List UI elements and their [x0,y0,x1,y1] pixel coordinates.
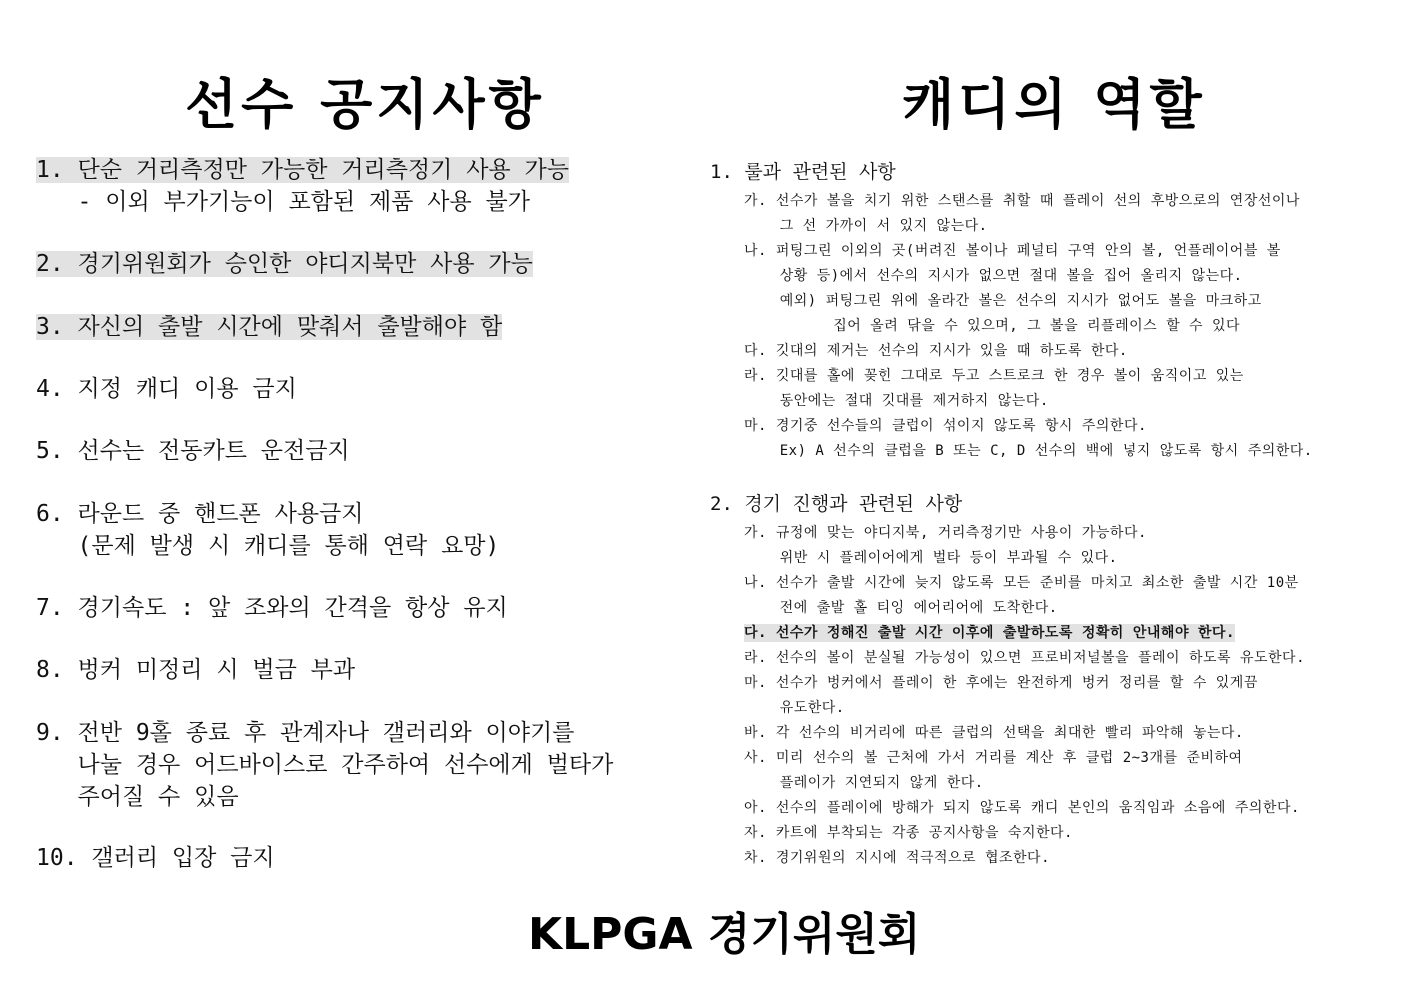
right-title: 캐디의 역할 [902,73,1206,136]
footer-organization: KLPGA 경기위원회 [528,909,921,960]
notice-line: 10. 갤러리 입장 금지 [36,845,275,871]
role-line: 나. 선수가 출발 시간에 늦지 않도록 모든 준비를 마치고 최소한 출발 시간 10분 [744,575,1299,591]
role-line: 마. 경기중 선수들의 클럽이 섞이지 않도록 항시 주의한다. [744,418,1147,434]
notice-line: 4. 지정 캐디 이용 금지 [36,376,297,402]
role-line: 동안에는 절대 깃대를 제거하지 않는다. [744,393,1049,409]
role-line: 유도한다. [744,700,845,716]
notice-subline: 주어질 수 있음 [36,784,239,810]
role-line: 전에 출발 홀 티잉 에어리어에 도착한다. [744,600,1058,616]
role-line: 라. 깃대를 홀에 꽂힌 그대로 두고 스트로크 한 경우 볼이 움직이고 있는 [744,368,1244,384]
notice-line: 3. 자신의 출발 시간에 맞춰서 출발해야 함 [36,314,503,340]
notice-item [36,498,499,562]
role-line: 예외) 퍼팅그린 위에 올라간 볼은 선수의 지시가 없어도 볼을 마크하고 [744,293,1262,309]
notice-line: 8. 벙커 미정리 시 벌금 부과 [36,657,356,683]
notice-line: 6. 라운드 중 핸드폰 사용금지 [36,501,364,527]
role-line: 가. 규정에 맞는 야디지북, 거리측정기만 사용이 가능하다. [744,525,1147,541]
notice-item [36,435,350,467]
notice-line: 2. 경기위원회가 승인한 야디지북만 사용 가능 [36,251,533,277]
notice-subline: - 이외 부가기능이 포함된 제품 사용 불가 [36,189,530,215]
role-line: 상황 등)에서 선수의 지시가 없으면 절대 볼을 집어 올리지 않는다. [744,268,1243,284]
role-line-highlighted: 다. 선수가 정해진 출발 시간 이후에 출발하도록 정확히 안내해야 한다. [744,625,1235,641]
role-line: 위반 시 플레이어에게 벌타 등이 부과될 수 있다. [744,550,1118,566]
notice-item [36,373,297,405]
notice-subline: 나눌 경우 어드바이스로 간주하여 선수에게 벌타가 [36,752,614,778]
notice-item [36,842,275,874]
role-line: 집어 올려 닦을 수 있으며, 그 볼을 리플레이스 할 수 있다 [744,318,1241,334]
notice-item [36,154,569,218]
role-line: 자. 카트에 부착되는 각종 공지사항을 숙지한다. [744,825,1073,841]
notice-item [36,311,502,343]
role-line: Ex) A 선수의 클럽을 B 또는 C, D 선수의 백에 넣지 않도록 항시 주의한다. [744,443,1313,459]
notice-line: 1. 단순 거리측정만 가능한 거리측정기 사용 가능 [36,157,569,183]
role-line: 아. 선수의 플레이에 방해가 되지 않도록 캐디 본인의 움직임과 소음에 주의한다. [744,800,1300,816]
role-line: 가. 선수가 볼을 치기 위한 스탠스를 취할 때 플레이 선의 후방으로의 연장선이나 [744,193,1300,209]
role-line: 바. 각 선수의 비거리에 따른 클럽의 선택을 최대한 빨리 파악해 놓는다. [744,725,1244,741]
notice-line: 5. 선수는 전동카트 운전금지 [36,438,350,464]
section-heading: 1. 룰과 관련된 사항 [710,161,896,183]
section-heading: 2. 경기 진행과 관련된 사항 [710,493,963,515]
role-line: 다. 깃대의 제거는 선수의 지시가 있을 때 하도록 한다. [744,343,1128,359]
notice-item [36,717,613,813]
role-line: 나. 퍼팅그린 이외의 곳(버려진 볼이나 페널티 구역 안의 볼, 언플레이어블 볼 [744,243,1281,259]
role-line: 차. 경기위원의 지시에 적극적으로 협조한다. [744,850,1051,866]
notice-item [36,654,355,686]
role-line: 사. 미리 선수의 볼 근처에 가서 거리를 계산 후 클럽 2~3개를 준비하여 [744,750,1243,766]
notice-line: 9. 전반 9홀 종료 후 관계자나 갤러리와 이야기를 [36,720,575,746]
notice-line: 7. 경기속도 : 앞 조와의 간격을 항상 유지 [36,595,508,621]
role-line: 그 선 가까이 서 있지 않는다. [744,218,988,234]
notice-subline: (문제 발생 시 캐디를 통해 연락 요망) [36,533,500,559]
notice-item [36,248,533,280]
role-line: 플레이가 지연되지 않게 한다. [744,775,984,791]
left-title: 선수 공지사항 [185,73,545,136]
notice-item [36,592,508,624]
role-line: 라. 선수의 볼이 분실될 가능성이 있으면 프로비저널볼을 플레이 하도록 유도한다. [744,650,1306,666]
role-line: 마. 선수가 벙커에서 플레이 한 후에는 완전하게 벙커 정리를 할 수 있게끔 [744,675,1258,691]
